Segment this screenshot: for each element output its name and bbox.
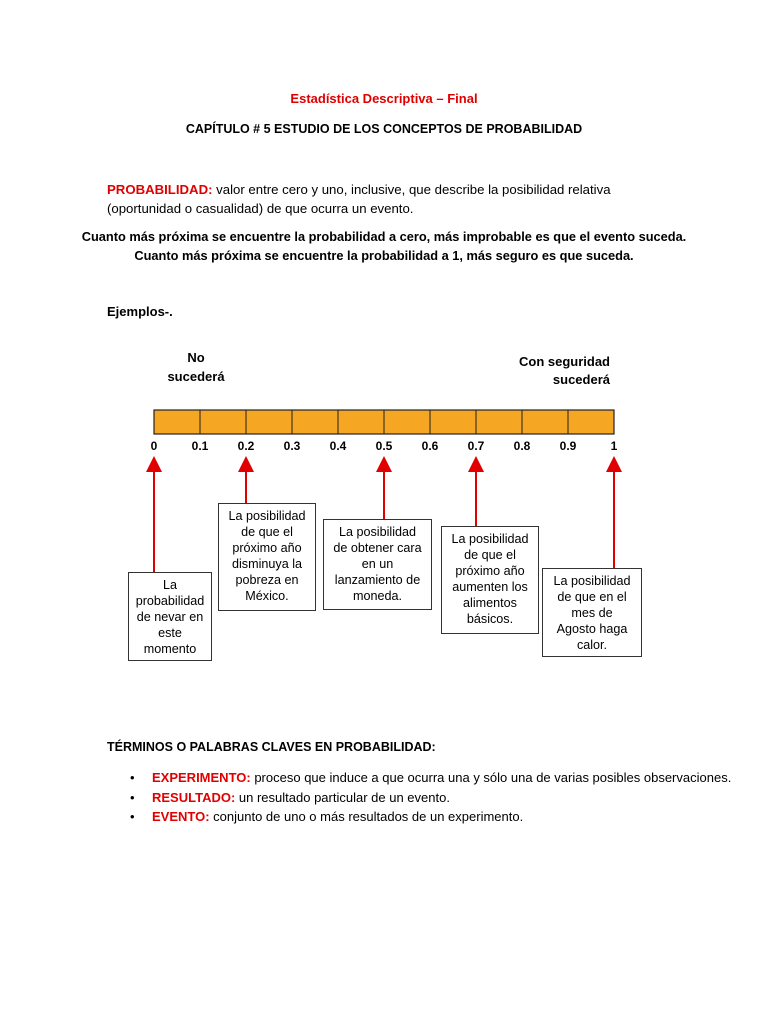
tick-label: 0.5 <box>375 439 393 453</box>
tick-label: 0 <box>150 439 158 453</box>
example-box-line: próximo año <box>232 541 302 555</box>
scale-left-label-1: No <box>187 350 205 365</box>
tick-label: 0.2 <box>237 439 255 453</box>
example-box-2 <box>323 519 432 610</box>
example-box-line: momento <box>143 642 197 656</box>
example-box-line: moneda. <box>352 589 402 603</box>
list-item: • EVENTO: conjunto de uno o más resultados de un experimento. <box>130 807 731 827</box>
example-box-line: calor. <box>576 638 608 652</box>
example-box-line: pobreza en <box>235 573 299 587</box>
example-box-line: en un <box>361 557 394 571</box>
example-box-line: México. <box>245 589 289 603</box>
tick-label: 0.9 <box>559 439 577 453</box>
example-box-line: de que el <box>241 525 293 539</box>
example-box-line: básicos. <box>466 612 514 626</box>
example-box-line: mes de <box>571 606 613 620</box>
example-box-3 <box>441 526 539 634</box>
example-box-line: de que en el <box>557 590 627 604</box>
example-box-0 <box>128 572 212 661</box>
scale-tick-labels <box>151 439 618 453</box>
example-box-line: probabilidad <box>135 594 205 608</box>
example-box-line: de que el <box>464 548 516 562</box>
example-box-line: La posibilidad <box>451 532 529 546</box>
example-box-line: Agosto haga <box>556 622 628 636</box>
example-box-line: lanzamiento de <box>334 573 421 587</box>
bullet-icon: • <box>130 809 135 824</box>
example-box-line: disminuya la <box>232 557 302 571</box>
example-box-line: aumenten los <box>452 580 528 594</box>
tick-label: 1 <box>610 439 618 453</box>
tick-label: 0.8 <box>513 439 531 453</box>
example-box-line: alimentos <box>463 596 517 610</box>
example-box-line: de obtener cara <box>333 541 422 555</box>
examples-label: Ejemplos-. <box>107 304 173 319</box>
terms-heading: TÉRMINOS O PALABRAS CLAVES EN PROBABILIDAD: <box>107 740 436 754</box>
emphasis-line-2: Cuanto más próxima se encuentre la probabilidad a 1, más seguro es que suceda. <box>134 247 634 263</box>
scale-bar <box>154 410 614 434</box>
list-item: • EXPERIMENTO: proceso que induce a que ocurra una y sólo una de varias posibles observaciones. <box>130 768 731 788</box>
emphasis-line-1: Cuanto más próxima se encuentre la probabilidad a cero, más improbable es que el evento suceda. <box>81 229 687 244</box>
example-box-line: próximo año <box>455 564 525 578</box>
tick-label: 0.7 <box>467 439 485 453</box>
tick-label: 0.1 <box>191 439 209 453</box>
example-box-line: La <box>162 578 177 592</box>
terms-list <box>130 768 731 827</box>
chapter-heading: CAPÍTULO # 5 ESTUDIO DE LOS CONCEPTOS DE PROBABILIDAD <box>185 122 583 136</box>
tick-label: 0.4 <box>329 439 347 453</box>
document-title: Estadística Descriptiva – Final <box>290 91 478 106</box>
example-box-1 <box>218 503 316 611</box>
scale-right-label-1: Con seguridad <box>518 354 610 369</box>
definition-term: PROBABILIDAD: <box>107 182 213 197</box>
scale-right-label-2: sucederá <box>552 372 610 387</box>
bullet-icon: • <box>130 789 135 805</box>
bullet-icon: • <box>130 770 135 785</box>
example-box-4 <box>542 568 642 657</box>
scale-left-label-2: sucederá <box>167 369 225 384</box>
example-box-line: La posibilidad <box>228 509 306 523</box>
example-box-line: este <box>158 626 182 640</box>
example-box-line: de nevar en <box>136 610 204 624</box>
example-box-line: La posibilidad <box>553 574 631 588</box>
definition-text: valor entre cero y uno, inclusive, que describe la posibilidad relativa (oportunidad o casualidad) de que ocurra un evento. <box>107 182 611 216</box>
list-item: • RESULTADO: un resultado particular de un evento. <box>130 788 731 808</box>
tick-label: 0.3 <box>283 439 301 453</box>
tick-label: 0.6 <box>421 439 439 453</box>
example-box-line: La posibilidad <box>338 525 417 539</box>
